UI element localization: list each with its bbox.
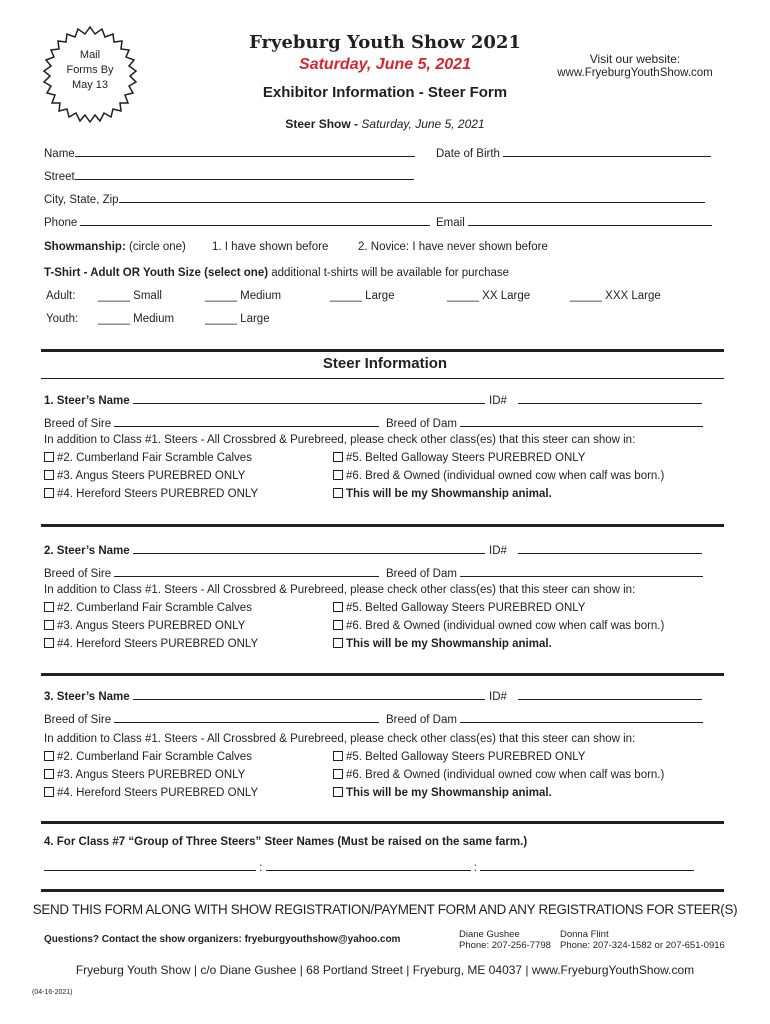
steer1-showmanship-checkbox[interactable] [333,488,343,498]
steer3-name-field[interactable] [133,689,485,700]
divider [41,524,724,527]
showmanship-label: Showmanship: [44,241,126,253]
email-label: Email [436,217,465,229]
showmanship-hint: (circle one) [128,241,186,253]
contact2-phone: Phone: 207-324-1582 or 207-651-0916 [560,940,725,951]
phone-field[interactable] [80,215,430,226]
youth-size-medium[interactable]: _____ Medium [98,313,175,325]
steer2-class4-checkbox[interactable] [44,638,54,648]
steer1-class3-label: #3. Angus Steers PUREBRED ONLY [57,470,246,482]
contact2-name: Donna Flint [560,929,609,940]
revision-date: (04-16-2021) [32,989,73,996]
dob-label: Date of Birth [436,148,500,160]
steer3-class3-label: #3. Angus Steers PUREBRED ONLY [57,769,246,781]
adult-size-small[interactable]: _____ Small [98,290,162,302]
steer3-class4-checkbox[interactable] [44,787,54,797]
steer2-class2-checkbox[interactable] [44,602,54,612]
steer2-class3-label: #3. Angus Steers PUREBRED ONLY [57,620,246,632]
steer3-id-label: ID# [489,691,507,703]
steer3-class5-checkbox[interactable] [333,751,343,761]
website-url[interactable]: www.FryeburgYouthShow.com [557,67,713,79]
questions-text: Questions? Contact the show organizers: fryeburgyouthshow@yahoo.com [44,934,401,945]
contact1-name: Diane Gushee [459,929,520,940]
steer2-dam-label: Breed of Dam [386,568,457,580]
steer3-class4-label: #4. Hereford Steers PUREBRED ONLY [57,787,259,799]
showmanship-option-2[interactable]: 2. Novice: I have never shown before [358,241,548,253]
steer3-class2-checkbox[interactable] [44,751,54,761]
divider [41,889,724,892]
divider [41,378,724,379]
divider [41,821,724,824]
steer1-class5-checkbox[interactable] [333,452,343,462]
adult-size-xxxlarge[interactable]: _____ XXX Large [570,290,661,302]
youth-size-large[interactable]: _____ Large [205,313,270,325]
steer2-class4-label: #4. Hereford Steers PUREBRED ONLY [57,638,259,650]
steer1-name-label: 1. Steer’s Name [44,395,130,407]
steer2-class6-checkbox[interactable] [333,620,343,630]
group-steer2-field[interactable] [266,860,471,871]
phone-label: Phone [44,217,78,229]
steer2-class2-label: #2. Cumberland Fair Scramble Calves [57,602,252,614]
divider [41,673,724,676]
steer1-showmanship-label: This will be my Showmanship animal. [346,488,552,500]
youth-label: Youth: [46,313,79,325]
street-label: Street [44,171,75,183]
steer1-id-label: ID# [489,395,507,407]
email-field[interactable] [468,215,712,226]
group-steer3-field[interactable] [480,860,694,871]
steer3-class6-label: #6. Bred & Owned (individual owned cow when calf was born.) [346,769,665,781]
adult-size-medium[interactable]: _____ Medium [205,290,282,302]
name-field[interactable] [75,146,415,157]
footer-address: Fryeburg Youth Show | c/o Diane Gushee | 68 Portland Street | Fryeburg, ME 04037 | www.FryeburgYouthShow.com [75,963,695,977]
steer1-class6-label: #6. Bred & Owned (individual owned cow when calf was born.) [346,470,665,482]
steer2-name-field[interactable] [133,543,485,554]
form-subtitle: Exhibitor Information - Steer Form [262,84,508,101]
steer2-class5-label: #5. Belted Galloway Steers PUREBRED ONLY [346,602,586,614]
steer1-sire-label: Breed of Sire [44,418,112,430]
steer-info-heading: Steer Information [322,355,448,372]
steer2-sire-label: Breed of Sire [44,568,112,580]
badge-line3: May 13 [71,79,109,91]
steer-show-label: Steer Show - [285,117,359,131]
steer1-class6-checkbox[interactable] [333,470,343,480]
steer1-dam-field[interactable] [460,416,703,427]
steer-show-date: Saturday, June 5, 2021 [361,117,485,131]
steer3-sire-field[interactable] [114,712,379,723]
badge-line1: Mail [79,49,101,61]
steer3-name-label: 3. Steer’s Name [44,691,130,703]
group-steer1-field[interactable] [44,860,256,871]
tshirt-heading: T-Shirt - Adult OR Youth Size (select one) [44,267,269,279]
showmanship-option-1[interactable]: 1. I have shown before [212,241,329,253]
street-field[interactable] [75,169,414,180]
steer3-id-field[interactable] [518,689,702,700]
steer1-class4-label: #4. Hereford Steers PUREBRED ONLY [57,488,259,500]
name-label: Name [44,148,75,160]
steer2-id-label: ID# [489,545,507,557]
steer2-class6-label: #6. Bred & Owned (individual owned cow when calf was born.) [346,620,665,632]
steer1-class5-label: #5. Belted Galloway Steers PUREBRED ONLY [346,452,586,464]
steer1-class2-checkbox[interactable] [44,452,54,462]
city-field[interactable] [119,192,705,203]
steer3-class5-label: #5. Belted Galloway Steers PUREBRED ONLY [346,751,586,763]
steer1-name-field[interactable] [133,393,485,404]
divider [41,349,724,352]
adult-label: Adult: [46,290,76,302]
steer1-class3-checkbox[interactable] [44,470,54,480]
steer3-dam-label: Breed of Dam [386,714,457,726]
steer2-class3-checkbox[interactable] [44,620,54,630]
steer1-sire-field[interactable] [114,416,379,427]
steer3-sire-label: Breed of Sire [44,714,112,726]
steer2-intro: In addition to Class #1. Steers - All Crossbred & Purebreed, please check other class(es) that this steer can show in: [44,584,636,596]
steer2-class5-checkbox[interactable] [333,602,343,612]
adult-size-large[interactable]: _____ Large [330,290,395,302]
adult-size-xxlarge[interactable]: _____ XX Large [447,290,531,302]
steer2-showmanship-label: This will be my Showmanship animal. [346,638,552,650]
steer3-class3-checkbox[interactable] [44,769,54,779]
steer2-dam-field[interactable] [460,566,703,577]
contact1-phone: Phone: 207-256-7798 [459,940,551,951]
steer1-class4-checkbox[interactable] [44,488,54,498]
page-title: Fryeburg Youth Show 2021 [249,32,521,53]
steer3-showmanship-checkbox[interactable] [333,787,343,797]
event-date: Saturday, June 5, 2021 [299,56,471,73]
badge-line2: Forms By [66,64,114,76]
steer1-id-field[interactable] [518,393,702,404]
website-label: Visit our website: [589,52,681,66]
steer3-class6-checkbox[interactable] [333,769,343,779]
steer3-class2-label: #2. Cumberland Fair Scramble Calves [57,751,252,763]
steer3-dam-field[interactable] [460,712,703,723]
steer2-name-label: 2. Steer’s Name [44,545,130,557]
dob-field[interactable] [503,146,711,157]
steer1-intro: In addition to Class #1. Steers - All Crossbred & Purebreed, please check other class(es) that this steer can show in: [44,434,636,446]
send-notice: SEND THIS FORM ALONG WITH SHOW REGISTRATION/PAYMENT FORM AND ANY REGISTRATIONS FOR STEER(S) [32,902,738,917]
steer1-dam-label: Breed of Dam [386,418,457,430]
steer2-id-field[interactable] [518,543,702,554]
steer2-sire-field[interactable] [114,566,379,577]
tshirt-note: additional t-shirts will be available for purchase [271,267,510,279]
steer3-intro: In addition to Class #1. Steers - All Crossbred & Purebreed, please check other class(es) that this steer can show in: [44,733,636,745]
steer3-showmanship-label: This will be my Showmanship animal. [346,787,552,799]
city-label: City, State, Zip [44,194,119,206]
steer1-class2-label: #2. Cumberland Fair Scramble Calves [57,452,252,464]
group-three-label: 4. For Class #7 “Group of Three Steers” Steer Names (Must be raised on the same farm.) [44,836,528,848]
steer2-showmanship-checkbox[interactable] [333,638,343,648]
